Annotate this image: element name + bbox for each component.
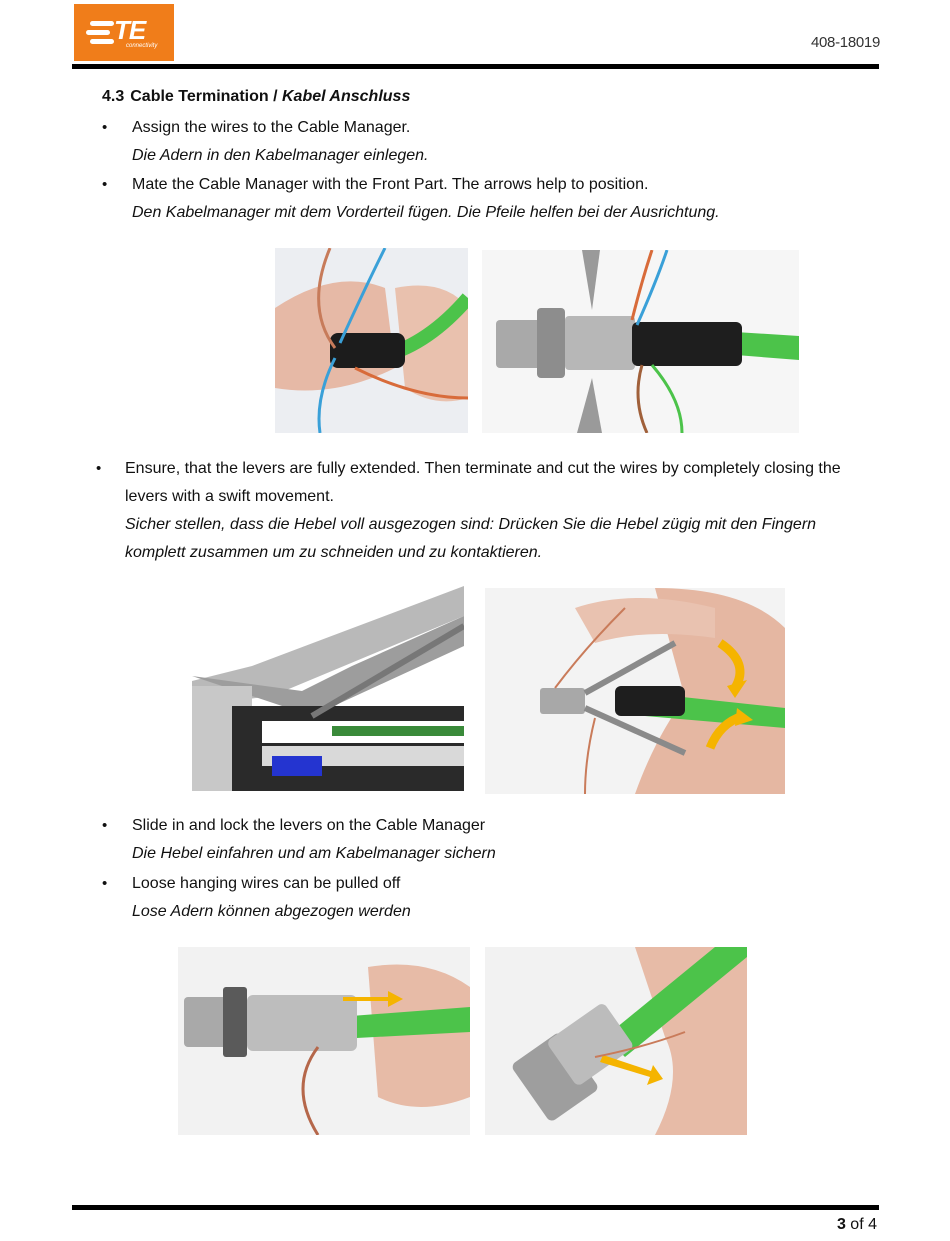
header-rule xyxy=(72,64,879,69)
bullet-marker: • xyxy=(102,119,108,136)
page-total: 4 xyxy=(868,1216,877,1233)
logo-text: TE xyxy=(114,14,146,45)
mate-front-part-illustration xyxy=(482,250,799,433)
lock-levers-illustration xyxy=(178,947,470,1135)
te-connectivity-logo xyxy=(74,4,174,61)
step-3-text-en-line-1: Ensure, that the levers are fully extended. Then terminate and cut the wires by completely closing the xyxy=(125,460,841,477)
step-3-text-de-line-1: Sicher stellen, dass die Hebel voll ausgezogen sind: Drücken Sie die Hebel zügig mit den Fingern xyxy=(125,516,817,533)
section-heading xyxy=(102,88,410,106)
assign-wires-illustration xyxy=(275,248,468,433)
page-of-label: of xyxy=(850,1216,864,1233)
section-title-de: Kabel Anschluss xyxy=(282,88,411,105)
step-3-text-en-line-2: levers with a swift movement. xyxy=(125,488,334,505)
step-5-text-de: Lose Adern können abgezogen werden xyxy=(132,903,411,920)
step-3-text-de-line-2: komplett zusammen um zu schneiden und zu kontaktieren. xyxy=(125,544,543,561)
pull-loose-wires-illustration xyxy=(485,947,747,1135)
bullet-marker: • xyxy=(96,460,102,477)
page-number xyxy=(837,1216,877,1234)
section-number: 4.3 xyxy=(102,88,125,105)
lever-cross-section-illustration xyxy=(192,586,464,791)
photo-mate-front-part xyxy=(482,250,799,433)
photo-pull-loose-wires xyxy=(485,947,747,1135)
section-title-en: Cable Termination xyxy=(130,88,269,105)
step-1-text-en: Assign the wires to the Cable Manager. xyxy=(132,119,411,136)
bullet-marker: • xyxy=(102,176,108,193)
step-5-text-en: Loose hanging wires can be pulled off xyxy=(132,875,401,892)
photo-assign-wires xyxy=(275,248,468,433)
step-2-text-de: Den Kabelmanager mit dem Vorderteil fügen. Die Pfeile helfen bei der Ausrichtung. xyxy=(132,204,720,221)
step-4-text-de: Die Hebel einfahren und am Kabelmanager sichern xyxy=(132,845,496,862)
bullet-marker: • xyxy=(102,875,108,892)
step-2-text-en: Mate the Cable Manager with the Front Part. The arrows help to position. xyxy=(132,176,649,193)
section-title-separator: / xyxy=(273,88,278,105)
page-current: 3 xyxy=(836,1216,846,1233)
photo-lever-cross-section xyxy=(192,586,464,791)
photo-closing-levers xyxy=(485,588,785,794)
logo-subtext: connectivity xyxy=(126,42,158,49)
photo-lock-levers xyxy=(178,947,470,1135)
closing-levers-illustration xyxy=(485,588,785,794)
step-1-text-de: Die Adern in den Kabelmanager einlegen. xyxy=(132,147,429,164)
footer-rule xyxy=(72,1205,879,1210)
step-4-text-en: Slide in and lock the levers on the Cable Manager xyxy=(132,817,486,834)
document-number: 408-18019 xyxy=(810,34,880,51)
bullet-marker: • xyxy=(102,817,108,834)
